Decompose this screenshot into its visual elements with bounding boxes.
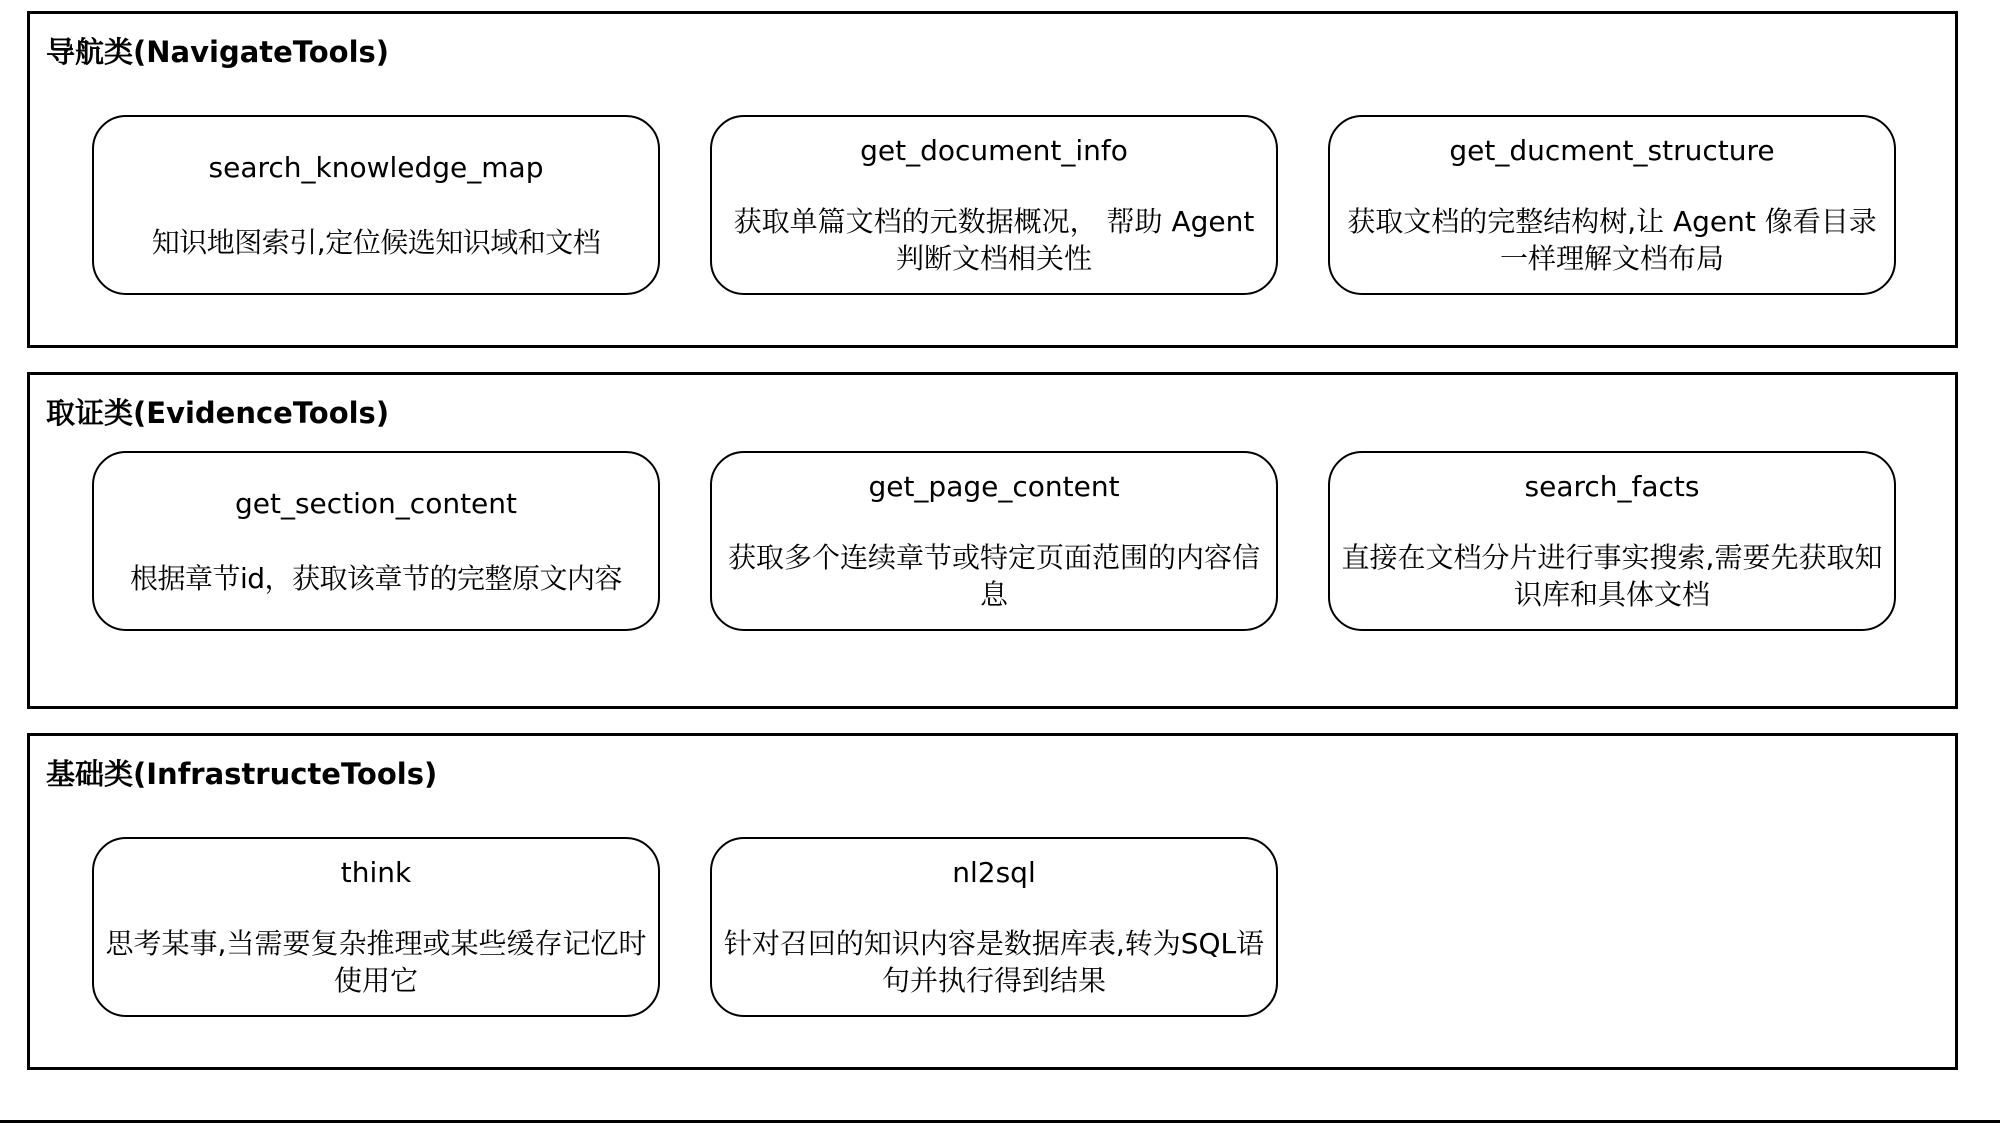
tool-description: 获取单篇文档的元数据概况， 帮助 Agent 判断文档相关性 (733, 205, 1255, 275)
tool-name: search_knowledge_map (208, 150, 544, 184)
group-title: 基础类(InfrastructeTools) (46, 757, 438, 791)
tool-search-facts (1328, 451, 1896, 631)
tool-get-section-content (92, 451, 660, 631)
tool-description: 直接在文档分片进行事实搜索,需要先获取知识库和具体文档 (1341, 541, 1883, 611)
tool-name: get_ducment_structure (1449, 134, 1775, 167)
group-navigate-tools (27, 11, 1958, 348)
tool-description: 知识地图索引,定位候选知识域和文档 (151, 225, 601, 259)
tool-description: 获取文档的完整结构树,让 Agent 像看目录一样理解文档布局 (1347, 205, 1877, 275)
tool-get-ducment-structure (1328, 115, 1896, 295)
tool-get-document-info (710, 115, 1278, 295)
group-title: 取证类(EvidenceTools) (46, 396, 390, 430)
tool-nl2sql (710, 837, 1278, 1017)
tool-name: get_section_content (234, 486, 518, 520)
tool-get-page-content (710, 451, 1278, 631)
bottom-divider (0, 1120, 2000, 1123)
tool-name: get_document_info (860, 134, 1128, 167)
group-infrastructe-tools (27, 733, 1958, 1070)
tool-think (92, 837, 660, 1017)
tool-name: nl2sql (952, 856, 1036, 889)
tool-search-knowledge-map (92, 115, 660, 295)
tool-description: 获取多个连续章节或特定页面范围的内容信息 (727, 541, 1260, 611)
tool-description: 根据章节id，获取该章节的完整原文内容 (129, 561, 623, 595)
tool-name: search_facts (1524, 470, 1700, 503)
group-title: 导航类(NavigateTools) (46, 35, 390, 69)
group-evidence-tools (27, 372, 1958, 709)
tool-name: think (340, 856, 412, 889)
tool-description: 思考某事,当需要复杂推理或某些缓存记忆时使用它 (105, 927, 647, 997)
tool-name: get_page_content (868, 470, 1120, 503)
tool-description: 针对召回的知识内容是数据库表,转为SQL语句并执行得到结果 (723, 927, 1265, 997)
